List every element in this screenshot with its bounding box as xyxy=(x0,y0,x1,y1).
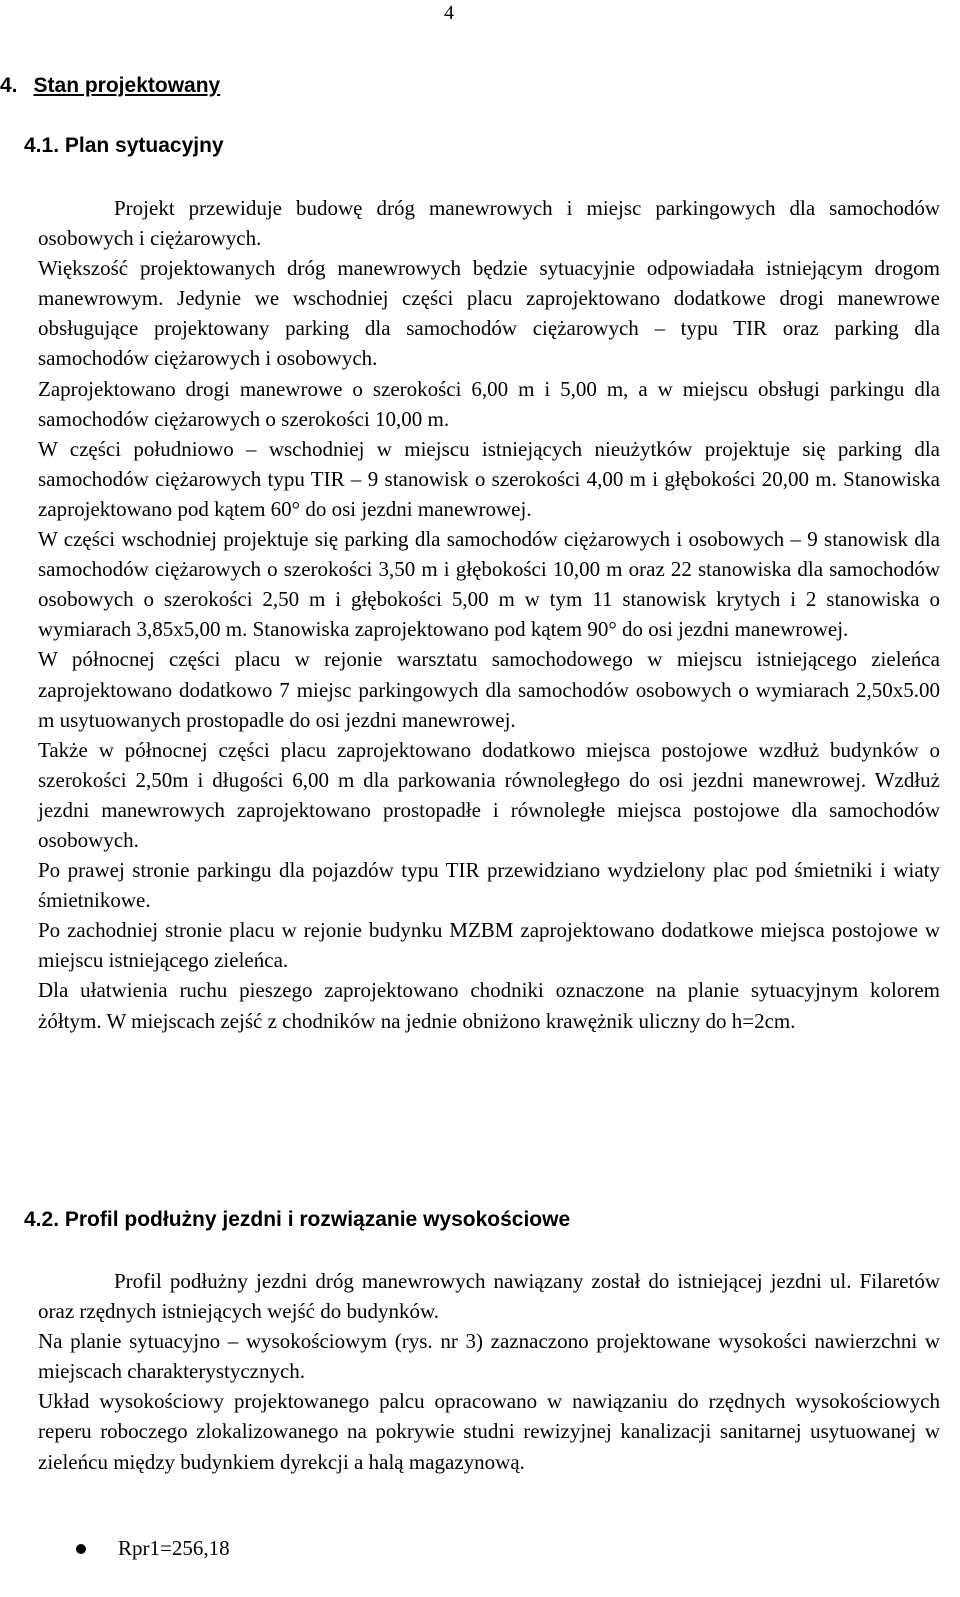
paragraph: W części południowo – wschodniej w miejscu istniejących nieużytków projektuje się parking dla samochodów ciężarowych typu TIR – 9 stanowisk o szerokości 4,00 m i głębokości 20,00 m. Stanowiska zaprojektowano pod kątem 60° do osi jezdni manewrowej. xyxy=(38,436,940,521)
subsection-title: Plan sytuacyjny xyxy=(64,134,224,157)
paragraph: Zaprojektowano drogi manewrowe o szerokości 6,00 m i 5,00 m, a w miejscu obsługi parkingu dla samochodów ciężarowych o szerokości 10,00 m. xyxy=(38,376,940,431)
paragraph: Większość projektowanych dróg manewrowych będzie sytuacyjnie odpowiadała istniejącym drogom manewrowym. Jedynie we wschodniej części placu zaprojektowano dodatkowe drogi manewrowe obsługujące projektowany parking dla samochodów ciężarowych – typu TIR oraz parking dla samochodów ciężarowych i osobowych. xyxy=(38,256,940,371)
section-heading xyxy=(0,74,220,98)
paragraph: Po prawej stronie parkingu dla pojazdów typu TIR przewidziano wydzielony plac pod śmietniki i wiaty śmietnikowe. xyxy=(38,858,940,913)
paragraph: Na planie sytuacyjno – wysokościowym (rys. nr 3) zaznaczono projektowane wysokości nawierzchni w miejscach charakterystycznych. xyxy=(38,1329,940,1384)
bullet-icon xyxy=(76,1544,86,1554)
subsection-2-body xyxy=(38,1266,940,1477)
section-title: Stan projektowany xyxy=(33,74,221,97)
paragraph: Dla ułatwienia ruchu pieszego zaprojektowano chodniki oznaczone na planie sytuacyjnym kolorem żółtym. W miejscach zejść z chodników na jednie obniżono krawężnik uliczny do h=2cm. xyxy=(38,978,940,1033)
paragraph: W części wschodniej projektuje się parking dla samochodów ciężarowych i osobowych – 9 stanowisk dla samochodów ciężarowych o szerokości 3,50 m i głębokości 10,00 m oraz 22 stanowiska dla samochodów osobowych o szerokości 2,50 m i głębokości 5,00 m w tym 11 stanowisk krytych i 2 stanowiska o wymiarach 3,85x5,00 m. Stanowiska zaprojektowano pod kątem 90° do osi jezdni manewrowej. xyxy=(38,527,940,642)
list-item-text: Rpr1=256,18 xyxy=(118,1536,230,1560)
list-item xyxy=(76,1536,230,1561)
subsection-number: 4.2. xyxy=(24,1208,60,1231)
subsection-title: Profil podłużny jezdni i rozwiązanie wysokościowe xyxy=(64,1208,571,1231)
subsection-number: 4.1. xyxy=(24,134,60,157)
section-number: 4. xyxy=(0,74,18,97)
subsection-heading-1 xyxy=(24,134,224,158)
paragraph: Po zachodniej stronie placu w rejonie budynku MZBM zaprojektowano dodatkowe miejsca postojowe w miejscu istniejącego zieleńca. xyxy=(38,918,940,973)
paragraph: Także w północnej części placu zaprojektowano dodatkowo miejsca postojowe wzdłuż budynków o szerokości 2,50m i długości 6,00 m dla parkowania równoległego do osi jezdni manewrowej. Wzdłuż jezdni manewrowych zaprojektowano prostopadłe i równoległe miejsca postojowe dla samochodów osobowych. xyxy=(38,737,940,852)
page-number: 4 xyxy=(444,2,454,24)
subsection-heading-2 xyxy=(24,1208,570,1232)
bullet-list xyxy=(76,1536,230,1561)
paragraph: Profil podłużny jezdni dróg manewrowych nawiązany został do istniejącej jezdni ul. Filaretów oraz rzędnych istniejących wejść do budynków. xyxy=(38,1269,940,1324)
subsection-1-body xyxy=(38,193,940,1036)
paragraph: W północnej części placu w rejonie warsztatu samochodowego w miejscu istniejącego zieleńca zaprojektowano dodatkowo 7 miejsc parkingowych dla samochodów osobowych o wymiarach 2,50x5.00 m usytuowanych prostopadle do osi jezdni manewrowej. xyxy=(38,647,940,732)
paragraph: Układ wysokościowy projektowanego palcu opracowano w nawiązaniu do rzędnych wysokościowych reperu roboczego zlokalizowanego na pokrywie studni rewizyjnej kanalizacji sanitarnej usytuowanej w zieleńcu między budynkiem dyrekcji a halą magazynową. xyxy=(38,1389,940,1474)
paragraph: Projekt przewiduje budowę dróg manewrowych i miejsc parkingowych dla samochodów osobowych i ciężarowych. xyxy=(38,196,940,251)
